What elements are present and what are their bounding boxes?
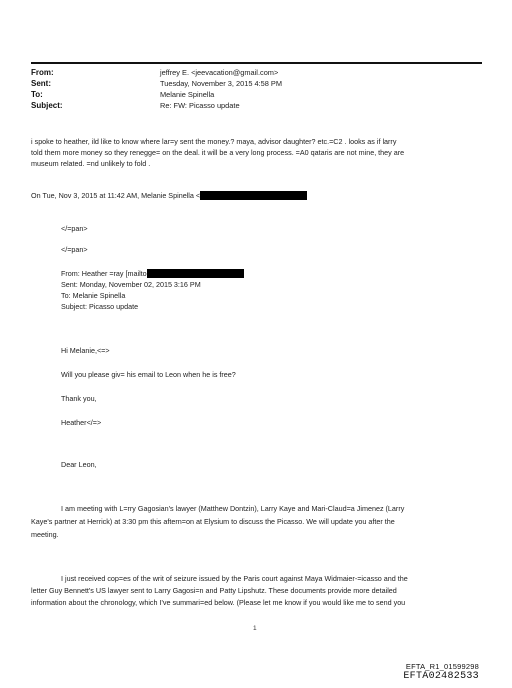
letter-salutation: Dear Leon, [61,460,97,469]
letter-p1-line-1: I am meeting with L=rry Gagosian's lawyer (Matthew Dontzin), Larry Kaye and Mari-Claud=a Jimenez (Larry [61,504,405,513]
reply-line-1: i spoke to heather, ild like to know where lar=y sent the money.? maya, advisor daughter? etc.=C2 . looks as if larry [31,137,397,146]
quote-prefix: On Tue, Nov 3, 2015 at 11:42 AM, Melanie Spinella < [31,191,201,200]
page-number: 1 [253,625,257,632]
letter-p2-line-3: information about the chronology, which I've summari=ed below. (Please let me know if you would like me to send you [31,598,406,607]
fwd-to-line: To: Melanie Spinella [61,291,126,300]
fwd-greeting: Hi Melanie,<=> [61,346,110,355]
sent-value: Tuesday, November 3, 2015 4:58 PM [160,79,283,88]
quote-line [31,191,255,201]
redaction-block [223,191,307,200]
bates-number: EFTA02482533 [403,671,479,682]
letter-p1-line-2: Kaye's partner at Herrick) at 3:30 pm this aftern=on at Elysium to discuss the Picasso. We will update you after the [31,517,395,526]
subject-label: Subject: [31,101,63,110]
pan-marker-2: </=pan> [61,245,88,254]
reply-line-2: told them more money so they renegge= on the deal. it will be a very long process. =A0 qataris are not mine, they are [31,148,405,157]
fwd-from-prefix: From: Heather =ray [mailto [61,269,147,278]
fwd-subject-line: Subject: Picasso update [61,302,139,311]
from-label: From: [31,68,54,77]
from-value: jeffrey E. <jeevacation@gmail.com> [160,68,279,77]
letter-p2-line-2: letter Guy Bennett's US lawyer sent to Larry Gagosi=n and Patty Lipshutz. These documents provide more detailed [31,586,397,595]
reply-line-3: museum related. =nd unlikely to fold . [31,159,151,168]
fwd-request: Will you please giv= his email to Leon when he is free? [61,370,236,379]
letter-p2-line-1: I just received cop=es of the writ of seizure issued by the Paris court against Maya Widmaier-=icasso and the [61,574,408,583]
redaction-block [170,269,244,278]
letter-p1-line-3: meeting. [31,530,59,539]
to-label: To: [31,90,43,99]
subject-value: Re: FW: Picasso update [160,101,240,110]
fwd-thanks: Thank you, [61,394,97,403]
fwd-sent-line: Sent: Monday, November 02, 2015 3:16 PM [61,280,201,289]
header-top-rule [31,62,482,64]
pan-marker-1: </=pan> [61,224,88,233]
fwd-signature: Heather</=> [61,418,102,427]
fwd-from-line [61,269,176,279]
to-value: Melanie Spinella [160,90,215,99]
bates-number-r1: EFTA_R1_01599298 [405,662,479,671]
sent-label: Sent: [31,79,51,88]
